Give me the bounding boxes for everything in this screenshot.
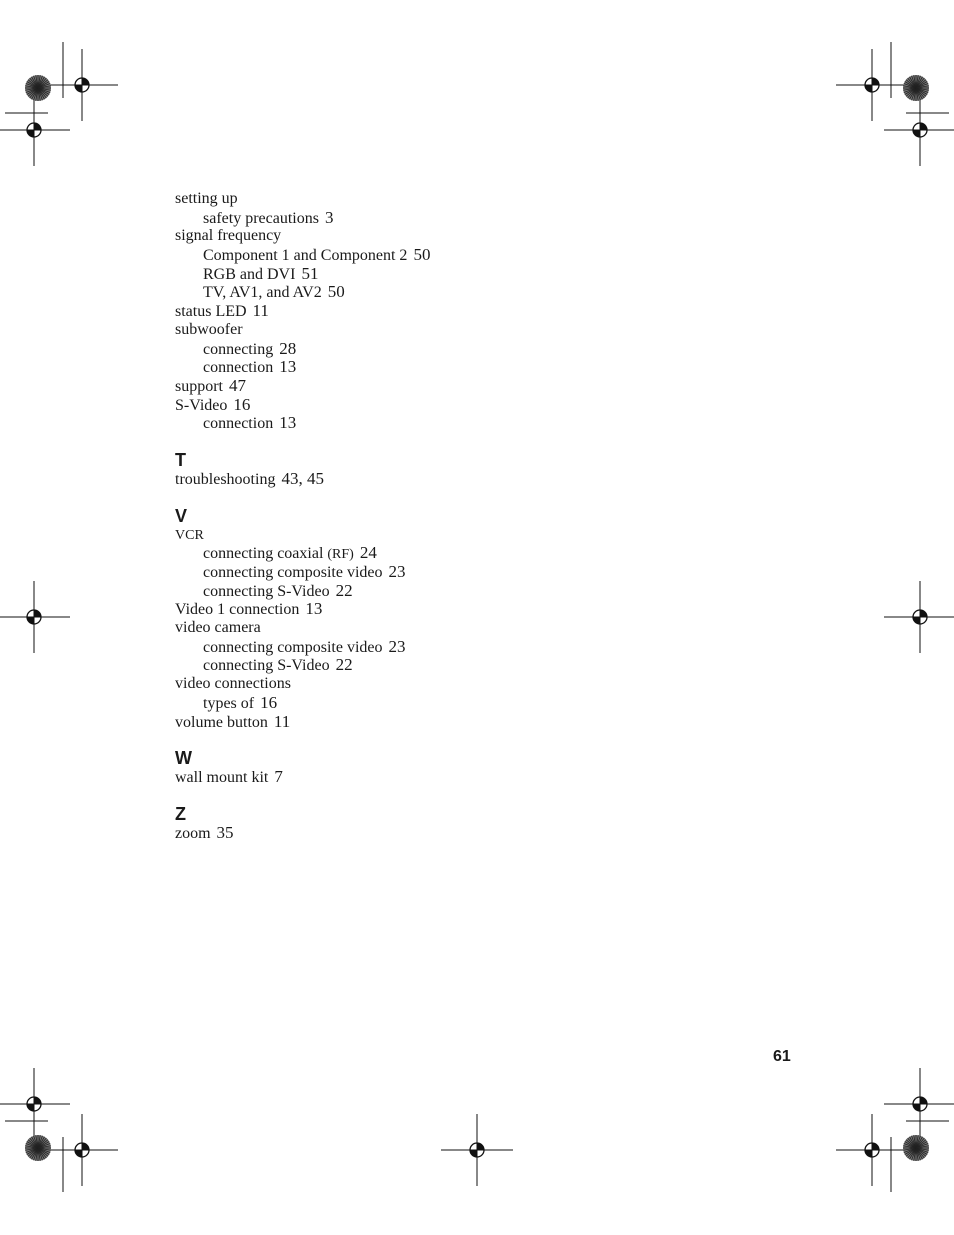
page-reference: 23	[388, 562, 406, 581]
index-subentry	[175, 340, 595, 359]
entry-term: (RF)	[327, 547, 354, 563]
page-reference: 7	[274, 767, 283, 787]
section-letter-heading: T	[175, 449, 186, 470]
page-reference: 51	[301, 263, 319, 283]
registration-target-mark	[0, 94, 70, 166]
page-reference: 11	[273, 711, 291, 731]
page-reference: 22	[335, 655, 353, 675]
page-reference: 13	[279, 413, 297, 433]
page-reference: 16	[233, 394, 251, 414]
entry-term: connecting S-Video	[203, 657, 330, 675]
page-reference: 23	[388, 636, 406, 656]
entry-term: Component 1 and Component 2	[203, 247, 408, 265]
page-reference: 13	[305, 599, 323, 619]
entry-term: connecting S-Video	[203, 582, 330, 600]
entry-term: support	[175, 377, 223, 395]
index-subentry	[175, 544, 595, 563]
index-entry	[175, 227, 595, 246]
color-registration-starburst	[25, 75, 51, 101]
entry-term: Video 1 connection	[175, 601, 300, 619]
entry-term: troubleshooting	[175, 470, 276, 488]
entry-term: connecting coaxial	[203, 545, 328, 563]
page-reference: 43, 45	[281, 468, 324, 488]
registration-target-mark	[884, 1068, 954, 1140]
entry-term: video connections	[175, 675, 291, 693]
index-subentry	[175, 209, 595, 228]
index-subentry	[175, 265, 595, 284]
registration-target-mark	[836, 1114, 908, 1186]
entry-term: connecting composite video	[203, 564, 383, 581]
entry-term: connection	[203, 359, 274, 377]
index-entry	[175, 619, 595, 638]
section-letter-heading: V	[175, 505, 188, 526]
entry-term: connecting	[203, 340, 274, 358]
entry-term: wall mount kit	[175, 769, 269, 787]
color-registration-starburst	[903, 1135, 929, 1161]
entry-term: VCR	[175, 527, 204, 543]
page-reference: 50	[327, 282, 345, 302]
color-registration-starburst	[903, 75, 929, 101]
index-subentry	[175, 246, 595, 265]
page-number: 61	[773, 1048, 791, 1065]
page-reference: 11	[252, 301, 269, 321]
entry-term: connection	[203, 415, 274, 433]
entry-term: video camera	[175, 619, 261, 637]
index-entry	[175, 526, 595, 545]
entry-term: TV, AV1, and AV2	[203, 284, 322, 302]
page-reference: 50	[413, 245, 431, 265]
page-reference: 47	[229, 375, 246, 395]
entry-term: volume button	[175, 713, 268, 731]
registration-target-mark	[836, 49, 908, 121]
index-subentry	[175, 656, 595, 675]
index-entry	[175, 377, 595, 396]
entry-term: subwoofer	[175, 320, 243, 338]
index-subentry	[175, 638, 595, 657]
entry-term: safety precautions	[203, 209, 319, 227]
entry-term: types of	[203, 694, 255, 712]
registration-target-mark	[884, 94, 954, 166]
index-entry	[175, 470, 595, 489]
registration-target-mark	[0, 581, 70, 653]
registration-target-mark	[46, 49, 118, 121]
entry-term: signal frequency	[175, 227, 282, 245]
color-registration-starburst	[25, 1135, 51, 1161]
page-reference: 24	[359, 543, 377, 563]
index-subentry	[175, 358, 595, 377]
index-entry	[175, 768, 595, 787]
page-reference: 35	[216, 822, 234, 842]
index-entry	[175, 302, 595, 321]
entry-term: connecting composite video	[203, 638, 383, 656]
page-reference: 13	[279, 357, 297, 377]
entry-term: setting up	[175, 190, 238, 207]
registration-target-mark	[884, 581, 954, 653]
section-letter-heading: Z	[175, 803, 186, 824]
page-reference: 16	[260, 692, 278, 712]
index-column	[175, 190, 595, 843]
registration-target-mark	[46, 1114, 118, 1186]
index-entry	[175, 824, 595, 843]
registration-target-mark	[441, 1114, 513, 1186]
page-reference: 22	[335, 580, 353, 600]
entry-term: zoom	[175, 824, 211, 842]
index-entry	[175, 713, 595, 732]
section-letter-heading: W	[175, 748, 192, 769]
index-entry	[175, 190, 595, 209]
index-entry	[175, 321, 595, 340]
entry-term: S-Video	[175, 396, 228, 414]
index-entry	[175, 675, 595, 694]
registration-target-mark	[0, 1068, 70, 1140]
entry-term: status LED	[175, 303, 247, 321]
page-reference: 3	[324, 207, 334, 227]
index-subentry	[175, 414, 595, 433]
index-entry	[175, 600, 595, 619]
index-entry	[175, 396, 595, 415]
index-subentry	[175, 694, 595, 713]
entry-term: RGB and DVI	[203, 265, 296, 283]
page-reference: 28	[279, 338, 297, 358]
index-subentry	[175, 582, 595, 601]
index-subentry	[175, 563, 595, 582]
index-subentry	[175, 283, 595, 302]
